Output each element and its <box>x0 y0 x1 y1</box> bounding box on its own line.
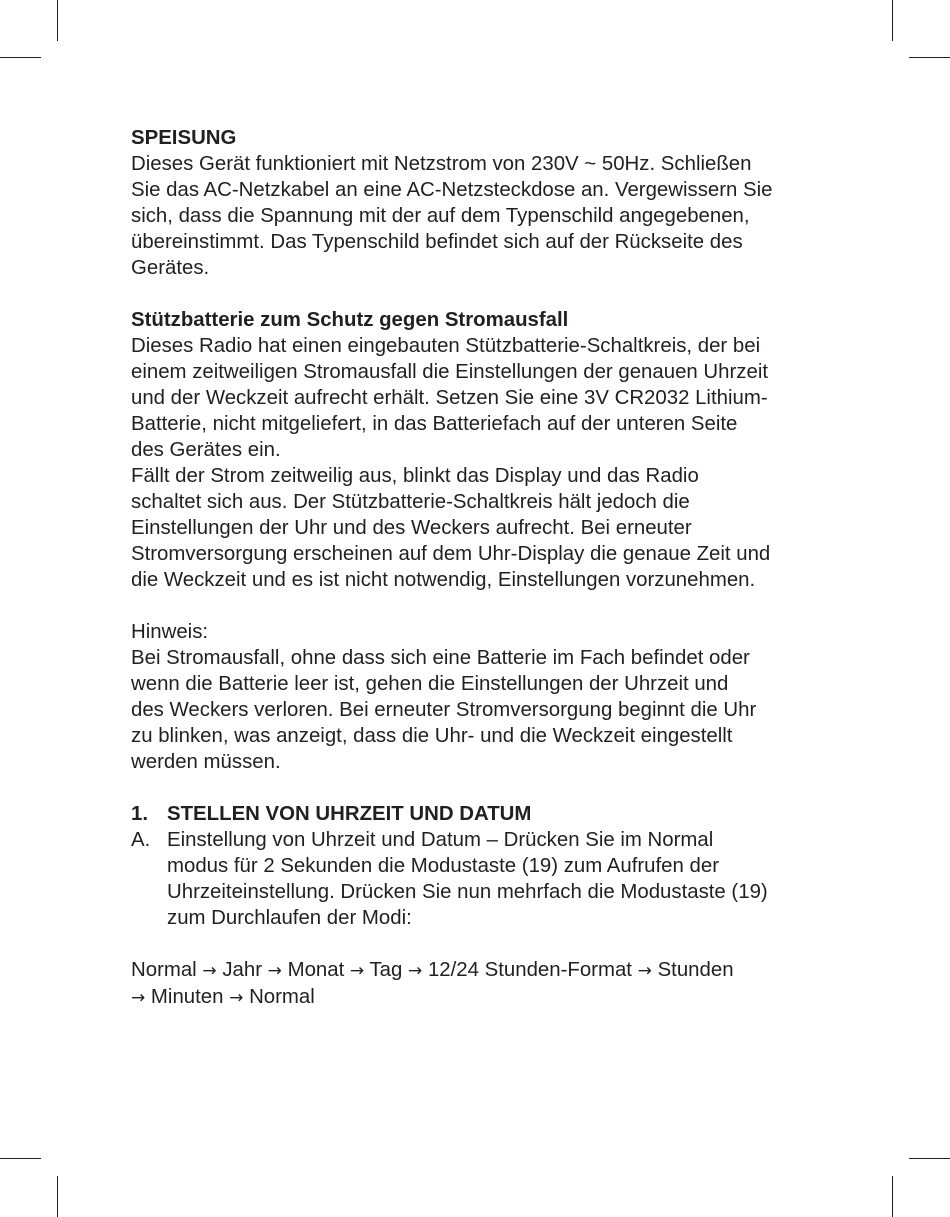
text-line: zu blinken, was anzeigt, dass die Uhr- und die Weckzeit eingestellt <box>131 725 733 747</box>
crop-mark <box>0 57 41 58</box>
crop-mark <box>892 1176 893 1217</box>
note-heading: Hinweis: <box>131 621 209 643</box>
text-line: einem zeitweiligen Stromausfall die Einstellungen der genauen Uhrzeit <box>131 361 769 383</box>
section-heading-backup: Stützbatterie zum Schutz gegen Stromausfall <box>131 309 569 331</box>
section-heading-1 <box>131 801 831 827</box>
text-line: Dieses Gerät funktioniert mit Netzstrom von 230V ~ 50Hz. Schließen <box>131 153 752 175</box>
mode-step: Minuten <box>150 986 224 1008</box>
text-line: sich, dass die Spannung mit der auf dem Typenschild angegebenen, <box>131 205 750 227</box>
mode-step: Normal <box>131 959 197 981</box>
section-heading-speisung: SPEISUNG <box>131 127 237 149</box>
section-number: 1. <box>131 803 149 825</box>
text-line: Stromversorgung erscheinen auf dem Uhr-Display die genaue Zeit und <box>131 543 771 565</box>
crop-mark <box>909 1158 950 1159</box>
arrow-right-icon: → <box>637 961 652 981</box>
list-item-text <box>167 827 831 931</box>
text-line: des Gerätes ein. <box>131 439 281 461</box>
arrow-right-icon: → <box>267 961 282 981</box>
text-line: übereinstimmt. Das Typenschild befindet sich auf der Rückseite des <box>131 231 743 253</box>
mode-flow-line-1 <box>131 957 831 984</box>
mode-flow-line-2 <box>131 984 831 1011</box>
text-line: des Weckers verloren. Bei erneuter Stromversorgung beginnt die Uhr <box>131 699 757 721</box>
section-title: STELLEN VON UHRZEIT UND DATUM <box>167 803 532 825</box>
text-line: wenn die Batterie leer ist, gehen die Einstellungen der Uhrzeit und <box>131 673 729 695</box>
mode-step: Stunden <box>657 959 734 981</box>
paragraph-backup-1 <box>131 333 831 463</box>
text-line: Gerätes. <box>131 257 210 279</box>
text-line: zum Durchlaufen der Modi: <box>167 907 412 929</box>
mode-step: 12/24 Stunden-Format <box>427 959 632 981</box>
paragraph-backup-2 <box>131 463 831 593</box>
text-line: Einstellung von Uhrzeit und Datum – Drücken Sie im Normal <box>167 829 714 851</box>
text-line: und der Weckzeit aufrecht erhält. Setzen Sie eine 3V CR2032 Lithium- <box>131 387 768 409</box>
page-content <box>131 125 831 1011</box>
mode-step: Tag <box>369 959 403 981</box>
mode-step: Jahr <box>222 959 262 981</box>
text-line: Bei Stromausfall, ohne dass sich eine Batterie im Fach befindet oder <box>131 647 750 669</box>
crop-mark <box>892 0 893 41</box>
crop-mark <box>909 57 950 58</box>
arrow-right-icon: → <box>229 988 244 1008</box>
text-line: Fällt der Strom zeitweilig aus, blinkt das Display und das Radio <box>131 465 699 487</box>
text-line: die Weckzeit und es ist nicht notwendig, Einstellungen vorzunehmen. <box>131 569 756 591</box>
arrow-right-icon: → <box>349 961 365 981</box>
list-item-a <box>131 827 831 931</box>
text-line: Uhrzeiteinstellung. Drücken Sie nun mehrfach die Modustaste (19) <box>167 881 768 903</box>
paragraph-speisung <box>131 151 831 281</box>
crop-mark <box>57 0 58 41</box>
list-marker: A. <box>131 829 151 851</box>
crop-mark <box>0 1158 41 1159</box>
crop-mark <box>57 1176 58 1217</box>
arrow-right-icon: → <box>202 961 217 981</box>
arrow-right-icon: → <box>408 961 423 981</box>
arrow-right-icon: → <box>131 988 146 1008</box>
text-line: modus für 2 Sekunden die Modustaste (19) zum Aufrufen der <box>167 855 719 877</box>
text-line: Einstellungen der Uhr und des Weckers aufrecht. Bei erneuter <box>131 517 692 539</box>
text-line: schaltet sich aus. Der Stützbatterie-Schaltkreis hält jedoch die <box>131 491 690 513</box>
text-line: Batterie, nicht mitgeliefert, in das Batteriefach auf der unteren Seite <box>131 413 738 435</box>
paragraph-hinweis <box>131 645 831 775</box>
text-line: Dieses Radio hat einen eingebauten Stützbatterie-Schaltkreis, der bei <box>131 335 761 357</box>
text-line: werden müssen. <box>131 751 281 773</box>
text-line: Sie das AC-Netzkabel an eine AC-Netzsteckdose an. Vergewissern Sie <box>131 179 773 201</box>
mode-step: Monat <box>287 959 345 981</box>
mode-step: Normal <box>249 986 315 1008</box>
